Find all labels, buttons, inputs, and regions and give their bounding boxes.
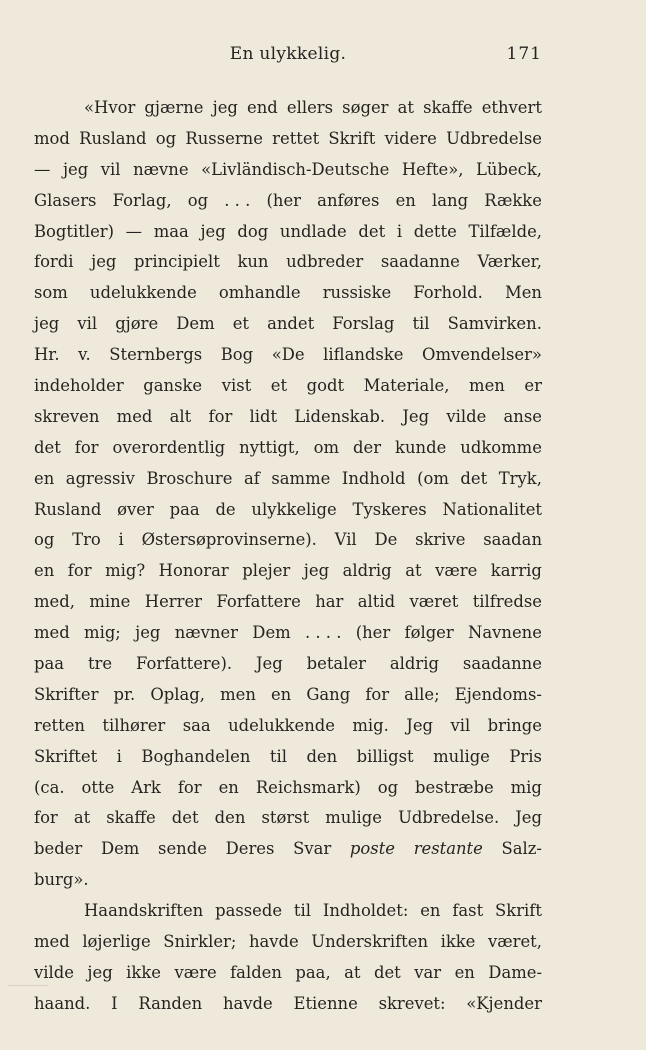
text-line bbox=[34, 896, 542, 927]
word: aldrig bbox=[389, 654, 439, 674]
word: v. bbox=[78, 345, 91, 365]
word: karrig bbox=[490, 561, 542, 581]
word: Rusland bbox=[79, 128, 147, 148]
word: Boghandelen bbox=[141, 746, 251, 766]
word: Vil bbox=[334, 530, 357, 550]
word: Randen bbox=[138, 993, 203, 1013]
word: det bbox=[171, 808, 199, 828]
word: gjøre bbox=[115, 314, 159, 334]
word: udelukkende bbox=[228, 715, 335, 735]
word: (her bbox=[266, 190, 301, 210]
word: jeg bbox=[87, 962, 113, 982]
word: . . . bbox=[224, 190, 251, 210]
word: Russerne bbox=[185, 128, 263, 148]
word: Værker, bbox=[477, 252, 542, 272]
word: nyttigt, bbox=[239, 437, 300, 457]
word: rettet bbox=[272, 128, 320, 148]
word: paa, bbox=[295, 962, 331, 982]
word: Oplag, bbox=[150, 684, 205, 704]
word: betaler bbox=[306, 654, 366, 674]
word: har bbox=[315, 592, 344, 612]
word: en bbox=[270, 684, 292, 704]
word: og bbox=[377, 777, 399, 797]
word: ikke bbox=[440, 932, 476, 952]
word: otte bbox=[81, 777, 115, 797]
word: mulige bbox=[325, 808, 382, 828]
word: Lidenskab. bbox=[294, 406, 386, 426]
word: for bbox=[365, 684, 390, 704]
text-line bbox=[34, 371, 542, 402]
word: ulykkelige bbox=[251, 499, 337, 519]
word: ellers bbox=[286, 98, 334, 117]
word: «De bbox=[271, 345, 305, 365]
word: saadanne bbox=[462, 654, 542, 674]
word: mod bbox=[34, 128, 70, 148]
word: alt bbox=[169, 406, 192, 426]
word: Indholdet: bbox=[322, 901, 409, 921]
word: jeg bbox=[91, 252, 117, 272]
text-line bbox=[34, 803, 542, 834]
word: jeg bbox=[212, 98, 238, 117]
word: Broschure bbox=[146, 468, 233, 488]
word: vil bbox=[77, 314, 98, 334]
word: fast bbox=[452, 901, 484, 921]
word: Dame- bbox=[488, 962, 542, 982]
word: maa bbox=[153, 221, 189, 241]
word: der bbox=[353, 437, 382, 457]
word: jeg bbox=[303, 561, 330, 581]
word: den bbox=[306, 746, 338, 766]
word: haand. bbox=[34, 993, 91, 1013]
word: og bbox=[155, 128, 177, 148]
word: Rusland bbox=[34, 499, 102, 519]
word: Udbredelse bbox=[446, 128, 542, 148]
text-line bbox=[34, 865, 542, 896]
word: skrive bbox=[415, 530, 466, 550]
word: jeg bbox=[62, 159, 89, 179]
word: burg». bbox=[34, 870, 89, 890]
word: af bbox=[243, 468, 260, 488]
word: pr. bbox=[113, 684, 136, 704]
page-number: 171 bbox=[506, 44, 542, 64]
word: (om bbox=[417, 468, 449, 488]
word: plejer bbox=[242, 561, 291, 581]
word: Forlag, bbox=[112, 190, 172, 210]
word: — bbox=[34, 159, 51, 179]
text-line bbox=[34, 958, 542, 989]
word: Skrift bbox=[495, 901, 542, 921]
word: Samvirken. bbox=[447, 314, 542, 334]
word: samme bbox=[271, 468, 331, 488]
word: skreven bbox=[34, 406, 100, 426]
word: vil bbox=[100, 159, 121, 179]
word: Omvendelser» bbox=[422, 345, 542, 365]
word: russiske bbox=[322, 283, 392, 303]
word: Materiale, bbox=[363, 376, 450, 396]
word: Østersøprovinserne). bbox=[141, 530, 317, 550]
word: den bbox=[214, 808, 246, 828]
word: Jeg bbox=[255, 654, 283, 674]
word: at bbox=[73, 808, 91, 828]
word: saadanne bbox=[380, 252, 460, 272]
word: Underskriften bbox=[311, 932, 429, 952]
word: Forhold. bbox=[413, 283, 483, 303]
word: andet bbox=[267, 314, 315, 334]
word: om bbox=[313, 437, 340, 457]
word: sende bbox=[158, 839, 207, 859]
text-line bbox=[34, 587, 542, 618]
text-line bbox=[34, 340, 542, 371]
word: Jeg bbox=[406, 715, 434, 735]
word: saadan bbox=[483, 530, 542, 550]
word: Gang bbox=[306, 684, 351, 704]
word: kunde bbox=[395, 437, 447, 457]
text-line bbox=[34, 278, 542, 309]
word: Række bbox=[484, 190, 542, 210]
word: det bbox=[373, 962, 401, 982]
word: Etienne bbox=[293, 993, 358, 1013]
word: principielt bbox=[134, 252, 220, 272]
word: Skrift bbox=[328, 128, 376, 148]
word: skaffe bbox=[423, 98, 473, 117]
word: lang bbox=[432, 190, 469, 210]
word: Dem bbox=[176, 314, 215, 334]
word: mig; bbox=[84, 623, 121, 643]
text-line bbox=[34, 773, 542, 804]
word: lidt bbox=[249, 406, 278, 426]
word: restante bbox=[413, 839, 483, 859]
word: Navnene bbox=[468, 623, 542, 643]
word: beder bbox=[34, 839, 83, 859]
word: være bbox=[174, 962, 217, 982]
word: med bbox=[34, 932, 70, 952]
word: i bbox=[116, 746, 122, 766]
word: falden bbox=[230, 962, 282, 982]
word: udkomme bbox=[460, 437, 542, 457]
word: end bbox=[247, 98, 278, 117]
text-line bbox=[34, 309, 542, 340]
word: Men bbox=[504, 283, 542, 303]
word: liflandske bbox=[323, 345, 404, 365]
word: alle; bbox=[404, 684, 440, 704]
word: vist bbox=[221, 376, 252, 396]
word: Lübeck, bbox=[476, 159, 542, 179]
word: paa bbox=[34, 654, 65, 674]
word: mig? bbox=[105, 561, 146, 581]
text-line bbox=[34, 556, 542, 587]
word: (ca. bbox=[34, 777, 65, 797]
text-line bbox=[34, 464, 542, 495]
word: anføres bbox=[317, 190, 380, 210]
word: De bbox=[374, 530, 398, 550]
word: Sternbergs bbox=[109, 345, 203, 365]
page-edge-mark bbox=[8, 985, 48, 986]
word: mulige bbox=[433, 746, 490, 766]
word: Pris bbox=[509, 746, 542, 766]
word: Jeg bbox=[515, 808, 542, 828]
word: passede bbox=[215, 901, 283, 921]
word: jeg bbox=[34, 314, 60, 334]
text-line bbox=[34, 402, 542, 433]
word: — bbox=[125, 221, 143, 241]
word: Hr. bbox=[34, 345, 60, 365]
word: til bbox=[269, 746, 287, 766]
word: som bbox=[34, 283, 68, 303]
body-text bbox=[34, 93, 542, 1020]
text-line bbox=[34, 247, 542, 278]
word: tilhører bbox=[102, 715, 166, 735]
text-line bbox=[34, 680, 542, 711]
word: for bbox=[177, 777, 202, 797]
word: Jeg bbox=[402, 406, 430, 426]
word: poste bbox=[349, 839, 395, 859]
word: Forfattere bbox=[216, 592, 301, 612]
word: for bbox=[208, 406, 233, 426]
word: Ark bbox=[131, 777, 161, 797]
word: bestræbe bbox=[415, 777, 494, 797]
word: løjerlige bbox=[82, 932, 151, 952]
word: mig. bbox=[352, 715, 389, 735]
text-line bbox=[34, 186, 542, 217]
word: vil bbox=[450, 715, 471, 735]
word: det bbox=[358, 221, 386, 241]
word: søger bbox=[342, 98, 389, 117]
word: agressiv bbox=[65, 468, 135, 488]
text-line bbox=[34, 989, 542, 1020]
word: udbreder bbox=[286, 252, 364, 272]
word: Bog bbox=[220, 345, 254, 365]
word: paa bbox=[169, 499, 200, 519]
word: i bbox=[118, 530, 124, 550]
word: dog bbox=[237, 221, 269, 241]
word: og bbox=[34, 530, 55, 550]
word: vilde bbox=[34, 962, 74, 982]
word: altid bbox=[357, 592, 396, 612]
word: Haandskriften bbox=[84, 901, 204, 921]
word: følger bbox=[404, 623, 454, 643]
word: en bbox=[395, 190, 416, 210]
word: ganske bbox=[143, 376, 203, 396]
word: Forfattere). bbox=[136, 654, 233, 674]
word: for bbox=[74, 437, 99, 457]
word: skaffe bbox=[106, 808, 156, 828]
word: vilde bbox=[446, 406, 487, 426]
word: været, bbox=[487, 932, 542, 952]
word: Herrer bbox=[144, 592, 202, 612]
word: gjærne bbox=[144, 98, 204, 117]
word: til bbox=[412, 314, 430, 334]
word: godt bbox=[306, 376, 345, 396]
word: størst bbox=[261, 808, 310, 828]
word: saa bbox=[182, 715, 211, 735]
text-line bbox=[34, 649, 542, 680]
text-line bbox=[34, 124, 542, 155]
word: Nationalitet bbox=[442, 499, 542, 519]
word: for bbox=[67, 561, 92, 581]
word: nævner bbox=[174, 623, 239, 643]
text-line bbox=[34, 93, 542, 124]
word: et bbox=[232, 314, 250, 334]
word: undlade bbox=[279, 221, 347, 241]
text-line bbox=[34, 155, 542, 186]
word: og bbox=[187, 190, 209, 210]
word: Indhold bbox=[341, 468, 406, 488]
word: Bogtitler) bbox=[34, 221, 114, 241]
word: med, bbox=[34, 592, 75, 612]
word: «Hvor bbox=[84, 98, 136, 117]
word: ethvert bbox=[481, 98, 542, 117]
word: det bbox=[34, 437, 61, 457]
word: et bbox=[270, 376, 288, 396]
word: fordi bbox=[34, 252, 74, 272]
text-line bbox=[34, 834, 542, 865]
page-header bbox=[34, 44, 542, 74]
word: overordentlig bbox=[112, 437, 226, 457]
text-line bbox=[34, 711, 542, 742]
word: Udbredelse. bbox=[398, 808, 500, 828]
word: tre bbox=[87, 654, 113, 674]
word: det bbox=[460, 468, 488, 488]
word: Dem bbox=[252, 623, 291, 643]
text-line bbox=[34, 433, 542, 464]
text-line bbox=[34, 742, 542, 773]
word: at bbox=[405, 561, 422, 581]
word: at bbox=[344, 962, 361, 982]
word: dette bbox=[413, 221, 457, 241]
word: Skrifter bbox=[34, 684, 99, 704]
word: anse bbox=[503, 406, 542, 426]
word: jeg bbox=[135, 623, 161, 643]
word: jeg bbox=[200, 221, 226, 241]
word: Snirkler; bbox=[163, 932, 237, 952]
word: at bbox=[397, 98, 414, 117]
word: tilfredse bbox=[472, 592, 542, 612]
text-line bbox=[34, 618, 542, 649]
word: Reichsmark) bbox=[255, 777, 361, 797]
text-line bbox=[34, 217, 542, 248]
word: Tilfælde, bbox=[468, 221, 542, 241]
word: billigst bbox=[356, 746, 414, 766]
word: havde bbox=[248, 932, 299, 952]
word: Salz- bbox=[501, 839, 542, 859]
word: nævne bbox=[133, 159, 189, 179]
word: men bbox=[469, 376, 505, 396]
word: videre bbox=[384, 128, 437, 148]
word: en bbox=[34, 468, 55, 488]
word: skrevet: bbox=[378, 993, 446, 1013]
word: Tryk, bbox=[498, 468, 542, 488]
word: Skriftet bbox=[34, 746, 98, 766]
text-line bbox=[34, 495, 542, 526]
running-title: En ulykkelig. bbox=[229, 44, 347, 64]
word: havde bbox=[222, 993, 273, 1013]
word: Svar bbox=[293, 839, 332, 859]
text-line bbox=[34, 927, 542, 958]
word: øver bbox=[117, 499, 154, 519]
word: mig bbox=[510, 777, 542, 797]
word: en bbox=[454, 962, 475, 982]
word: i bbox=[396, 221, 403, 241]
word: «Kjender bbox=[466, 993, 542, 1013]
word: bringe bbox=[487, 715, 542, 735]
word: Ejendoms- bbox=[454, 684, 542, 704]
word: Glasers bbox=[34, 190, 97, 210]
word: retten bbox=[34, 715, 85, 735]
word: Forslag bbox=[332, 314, 395, 334]
word: kun bbox=[237, 252, 269, 272]
word: en bbox=[420, 901, 441, 921]
word: (her bbox=[355, 623, 391, 643]
word: Honorar bbox=[158, 561, 229, 581]
word: Deres bbox=[225, 839, 275, 859]
word: indeholder bbox=[34, 376, 124, 396]
word: aldrig bbox=[342, 561, 392, 581]
word: en bbox=[34, 561, 55, 581]
word: ikke bbox=[126, 962, 161, 982]
word: omhandle bbox=[218, 283, 301, 303]
word: med bbox=[116, 406, 153, 426]
word: være bbox=[435, 561, 478, 581]
word: til bbox=[293, 901, 311, 921]
word: er bbox=[524, 376, 542, 396]
word: Tyskeres bbox=[352, 499, 427, 519]
word: en bbox=[218, 777, 239, 797]
word: Hefte», bbox=[401, 159, 464, 179]
text-line bbox=[34, 525, 542, 556]
word: Tro bbox=[72, 530, 101, 550]
word: Dem bbox=[100, 839, 140, 859]
word: udelukkende bbox=[89, 283, 197, 303]
word: . . . . bbox=[304, 623, 342, 643]
word: men bbox=[220, 684, 256, 704]
word: været bbox=[409, 592, 459, 612]
word: «Livländisch-Deutsche bbox=[201, 159, 390, 179]
word: for bbox=[34, 808, 58, 828]
word: mine bbox=[89, 592, 131, 612]
word: de bbox=[215, 499, 236, 519]
word: var bbox=[414, 962, 442, 982]
word: I bbox=[111, 993, 118, 1013]
word: med bbox=[34, 623, 70, 643]
